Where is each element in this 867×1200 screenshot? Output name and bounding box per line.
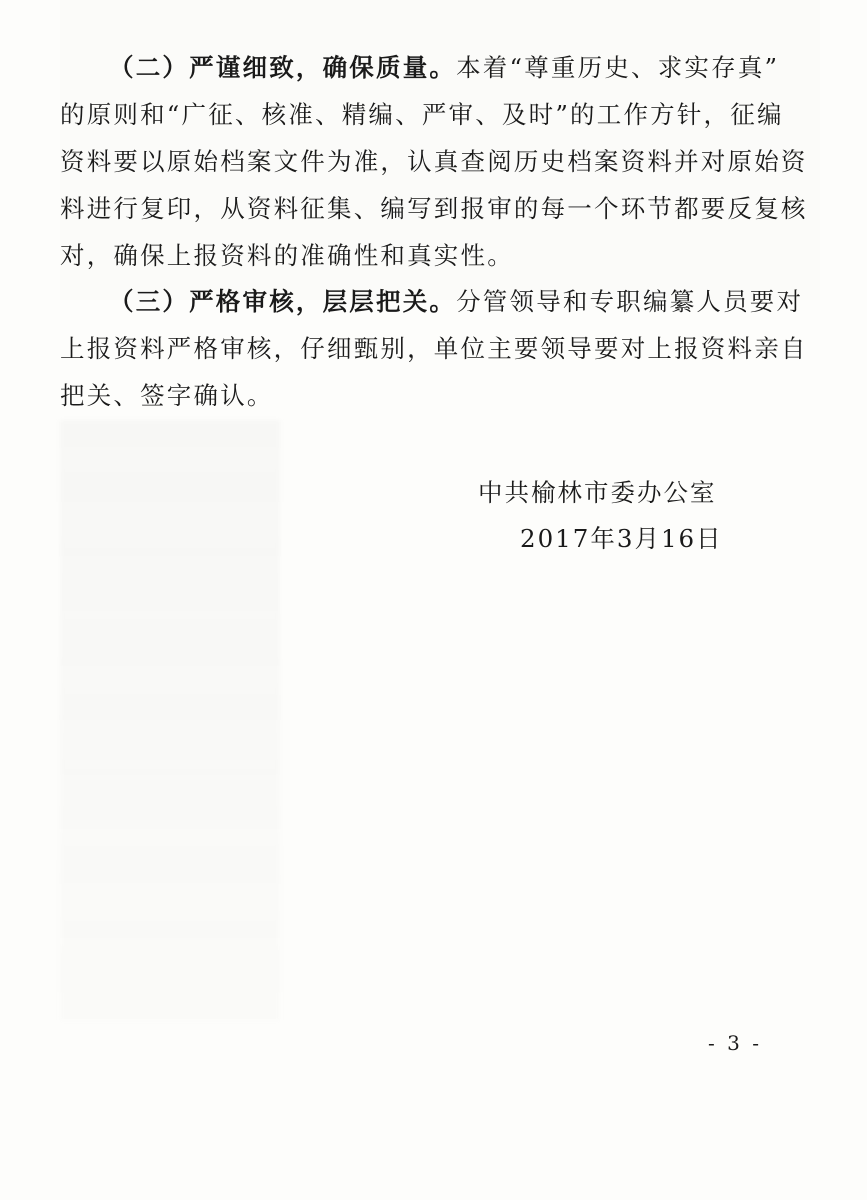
paragraph-line: 上报资料严格审核，仔细甄别，单位主要领导要对上报资料亲自 [60,334,808,363]
paragraph-quality [60,44,808,279]
signature-organization: 中共榆林市委办公室 [478,478,717,507]
paragraph-line: 的原则和“广征、核准、精编、严审、及时”的工作方针，征编 [60,100,784,129]
paragraph-text: 本着“尊重历史、求实存真” [456,53,780,82]
paragraph-line [60,44,780,91]
paragraph-line: 把关、签字确认。 [60,381,274,410]
signature-date: 2017年3月16日 [520,524,723,553]
paragraph-line [60,278,804,325]
page-number: - 3 - [708,1031,762,1055]
paragraph-line: 料进行复印，从资料征集、编写到报审的每一个环节都要反复核 [60,194,808,223]
paragraph-line: 资料要以原始档案文件为准，认真查阅历史档案资料并对原始资 [60,147,808,176]
paragraph-line: 对，确保上报资料的准确性和真实性。 [60,241,514,270]
scan-bleed-through [60,420,280,1020]
section-heading-review: （三）严格审核，层层把关。 [109,287,457,316]
paragraph-text: 分管领导和专职编纂人员要对 [456,287,804,316]
paragraph-review [60,278,808,419]
section-heading-quality: （二）严谨细致，确保质量。 [109,53,457,82]
